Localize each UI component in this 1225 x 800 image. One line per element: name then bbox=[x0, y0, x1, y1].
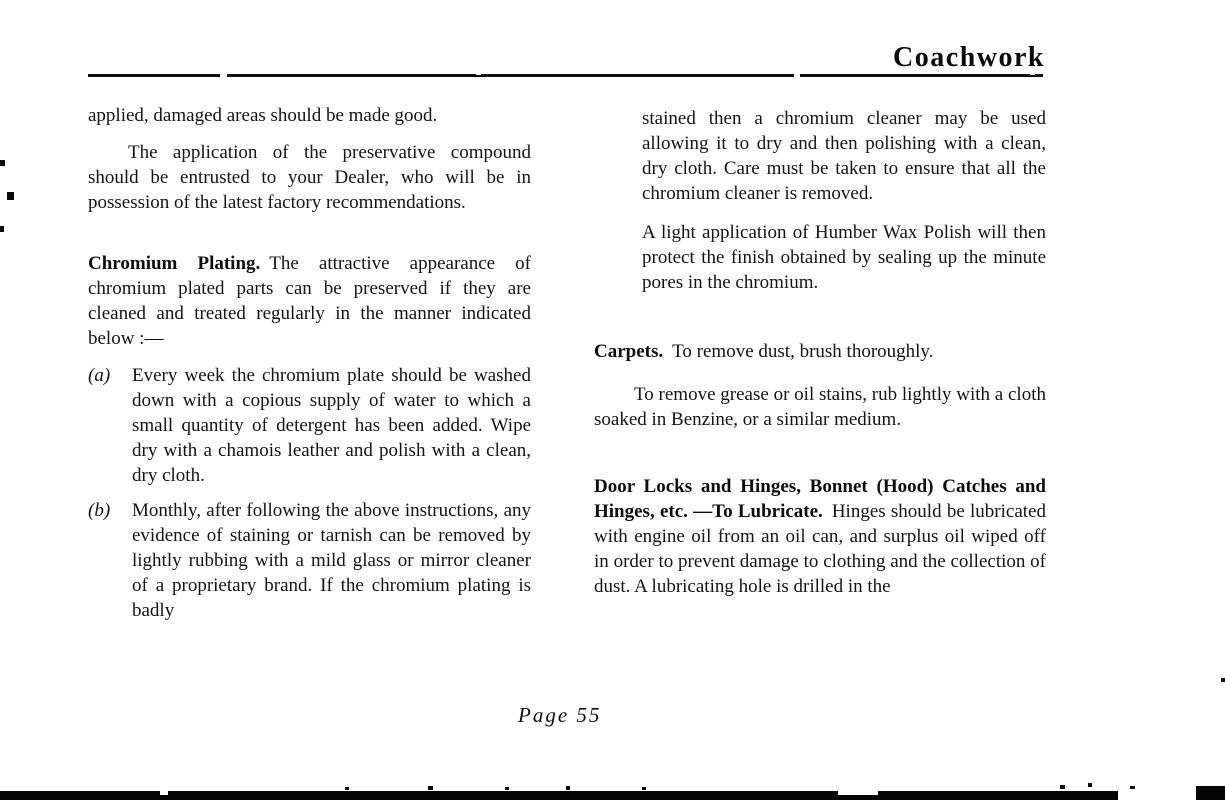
section-carpets bbox=[594, 339, 1046, 364]
left-column bbox=[88, 103, 531, 623]
paragraph-wax-polish: A light application of Humber Wax Polish will then protect the finish obtained by sealing up the minute pores in the chromium. bbox=[642, 222, 1046, 293]
scan-speck bbox=[345, 787, 349, 790]
header-rule bbox=[88, 74, 1043, 77]
page-title: Coachwork bbox=[893, 42, 1045, 73]
section-carpets-lead: To remove dust, brush thoroughly. bbox=[672, 341, 934, 362]
section-heading-carpets: Carpets. bbox=[594, 341, 664, 362]
list-item-b bbox=[88, 498, 531, 623]
section-door-locks-body: Hinges should be lubricated with engine oil from an oil can, and surplus oil wiped off in order to prevent damage to clothing and the collection of dust. A lubricating hole is drilled in the bbox=[594, 501, 1046, 597]
scan-speck bbox=[0, 226, 4, 232]
list-marker-b: (b) bbox=[88, 500, 111, 521]
rule-gap bbox=[220, 74, 227, 77]
paragraph-carpets-grease: To remove grease or oil stains, rub lightly with a cloth soaked in Benzine, or a similar medium. bbox=[594, 384, 1046, 430]
scan-speck bbox=[1088, 783, 1092, 787]
scan-speck bbox=[7, 192, 14, 200]
scan-speck bbox=[1221, 678, 1225, 682]
paragraph-application: The application of the preservative compound should be entrusted to your Dealer, who will be in possession of the latest factory recommendations. bbox=[88, 142, 531, 213]
scan-speck bbox=[0, 160, 5, 166]
scan-speck bbox=[566, 786, 570, 790]
rule-gap bbox=[476, 74, 481, 75]
section-heading-door-locks: Door Locks and Hinges, Bonnet (Hood) Catches and Hinges, etc. —To Lubricate. bbox=[594, 476, 1046, 522]
list-item-a bbox=[88, 363, 531, 488]
rule-gap bbox=[1030, 74, 1035, 75]
paragraph-stained: stained then a chromium cleaner may be used allowing it to dry and then polishing with a clean, dry cloth. Care must be taken to ensure that all the chromium cleaner is removed. bbox=[642, 108, 1046, 204]
scan-bar-notch bbox=[838, 791, 878, 795]
scan-speck bbox=[428, 786, 433, 790]
scan-speck bbox=[1130, 786, 1135, 789]
section-chromium-intro: The attractive appearance of chromium plated parts can be preserved if they are cleaned and treated regularly in the manner indicated below :— bbox=[88, 253, 532, 349]
right-column bbox=[594, 106, 1046, 599]
scan-bottom-bar bbox=[0, 791, 1118, 800]
scan-speck bbox=[505, 787, 509, 790]
scan-speck bbox=[1060, 785, 1065, 789]
paragraph-continuation: applied, damaged areas should be made good. bbox=[88, 105, 438, 126]
section-door-locks bbox=[594, 474, 1046, 599]
page-number: Page 55 bbox=[518, 703, 602, 727]
list-text-b: Monthly, after following the above instructions, any evidence of staining or tarnish can be removed by lightly rubbing with a mild glass or mirror cleaner of a proprietary brand. If the chromium plating is badly bbox=[132, 500, 531, 621]
list-text-a: Every week the chromium plate should be washed down with a copious supply of water to which a small quantity of detergent has been added. Wipe dry with a chamois leather and polish with a clean, dry cloth. bbox=[132, 365, 531, 486]
scan-bottom-bar-right bbox=[1196, 786, 1225, 800]
section-chromium-plating bbox=[88, 251, 531, 351]
scan-bar-notch bbox=[160, 791, 168, 795]
rule-gap bbox=[794, 74, 800, 77]
section-heading-chromium: Chromium Plating. bbox=[88, 253, 261, 274]
list-marker-a: (a) bbox=[88, 365, 111, 386]
scan-speck bbox=[642, 787, 646, 790]
